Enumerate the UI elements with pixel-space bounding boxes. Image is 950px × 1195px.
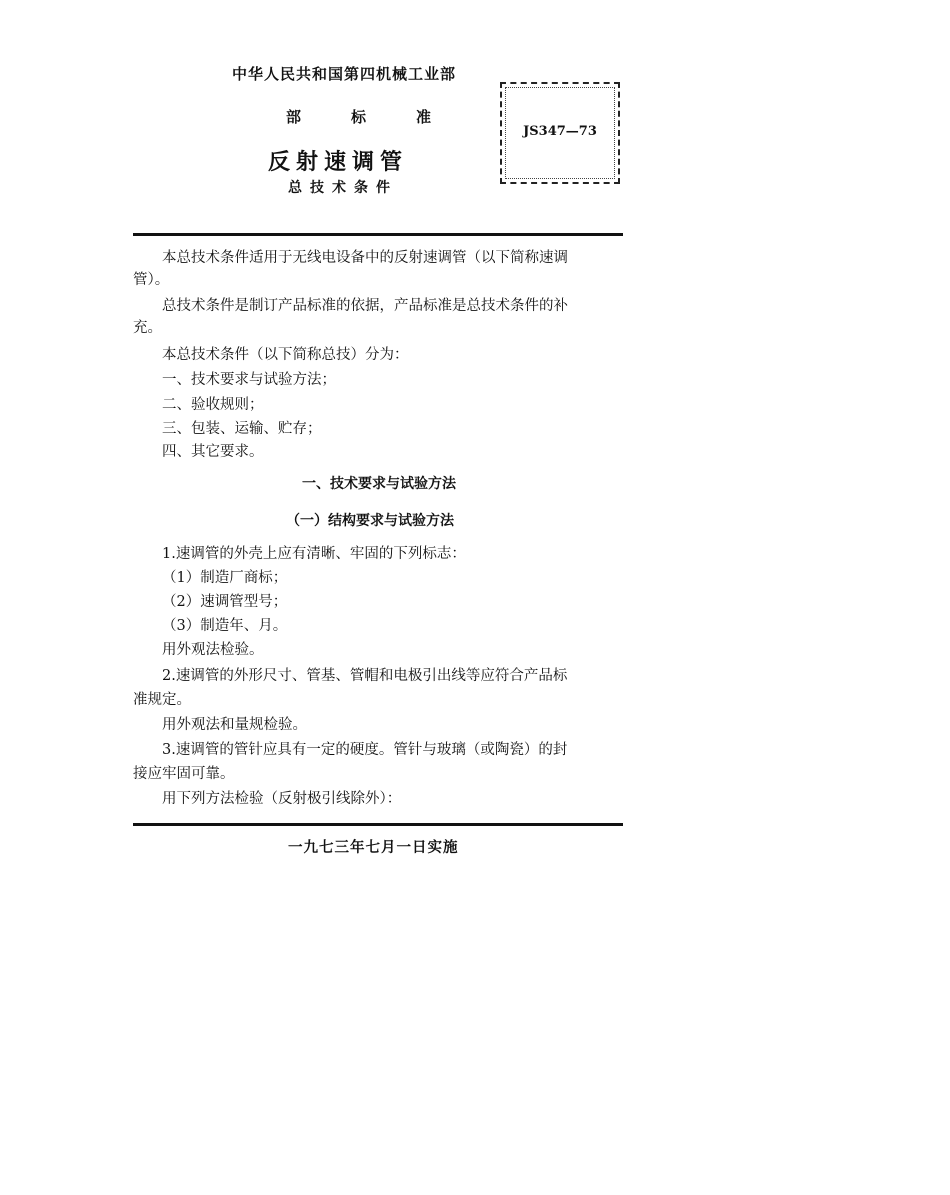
document-title: 反射速调管 bbox=[268, 150, 409, 175]
intro-paragraph-1-line-2: 管）。 bbox=[133, 272, 170, 288]
intro-paragraph-2-line-2: 充。 bbox=[133, 320, 162, 336]
list-item: 三、包装、运输、贮存； bbox=[162, 421, 322, 437]
clause-2-line-1: 2.速调管的外形尺寸、管基、管帽和电极引出线等应符合产品标 bbox=[162, 668, 568, 684]
intro-paragraph-2-line-1: 总技术条件是制订产品标准的依据，产品标准是总技术条件的补 bbox=[162, 298, 568, 314]
clause-1-subitem: （2）速调管型号； bbox=[162, 594, 288, 610]
standard-code: JS347—73 bbox=[523, 124, 597, 139]
intro-paragraph-3: 本总技术条件（以下简称总技）分为： bbox=[162, 347, 409, 363]
top-divider bbox=[133, 233, 623, 236]
clause-3-method: 用下列方法检验（反射极引线除外）： bbox=[162, 791, 402, 807]
subsection-heading: （一）结构要求与试验方法 bbox=[286, 513, 454, 529]
list-item: 二、验收规则； bbox=[162, 397, 264, 413]
ministry-name: 中华人民共和国第四机械工业部 bbox=[232, 65, 457, 83]
clause-1-subitem: （1）制造厂商标； bbox=[162, 570, 288, 586]
standard-type bbox=[286, 106, 431, 127]
bottom-divider bbox=[133, 823, 623, 826]
clause-1-subitem: （3）制造年、月。 bbox=[162, 618, 288, 634]
effective-date: 一九七三年七月一日实施 bbox=[288, 840, 459, 856]
document-subtitle: 总技术条件 bbox=[288, 180, 398, 196]
clause-3-line-2: 接应牢固可靠。 bbox=[133, 766, 235, 782]
clause-1-method: 用外观法检验。 bbox=[162, 642, 264, 658]
clause-2-line-2: 准规定。 bbox=[133, 692, 191, 708]
section-heading: 一、技术要求与试验方法 bbox=[302, 476, 456, 492]
standard-type-char: 准 bbox=[416, 108, 432, 126]
standard-type-char: 部 bbox=[286, 108, 302, 126]
list-item: 一、技术要求与试验方法； bbox=[162, 372, 336, 388]
clause-1: 1.速调管的外壳上应有清晰、牢固的下列标志： bbox=[162, 546, 466, 562]
standard-code-box bbox=[500, 82, 620, 184]
intro-paragraph-1-line-1: 本总技术条件适用于无线电设备中的反射速调管（以下简称速调 bbox=[162, 250, 568, 266]
clause-3-line-1: 3.速调管的管针应具有一定的硬度。管针与玻璃（或陶瓷）的封 bbox=[162, 742, 568, 758]
standard-type-char: 标 bbox=[351, 108, 367, 126]
list-item: 四、其它要求。 bbox=[162, 444, 264, 460]
clause-2-method: 用外观法和量规检验。 bbox=[162, 717, 307, 733]
